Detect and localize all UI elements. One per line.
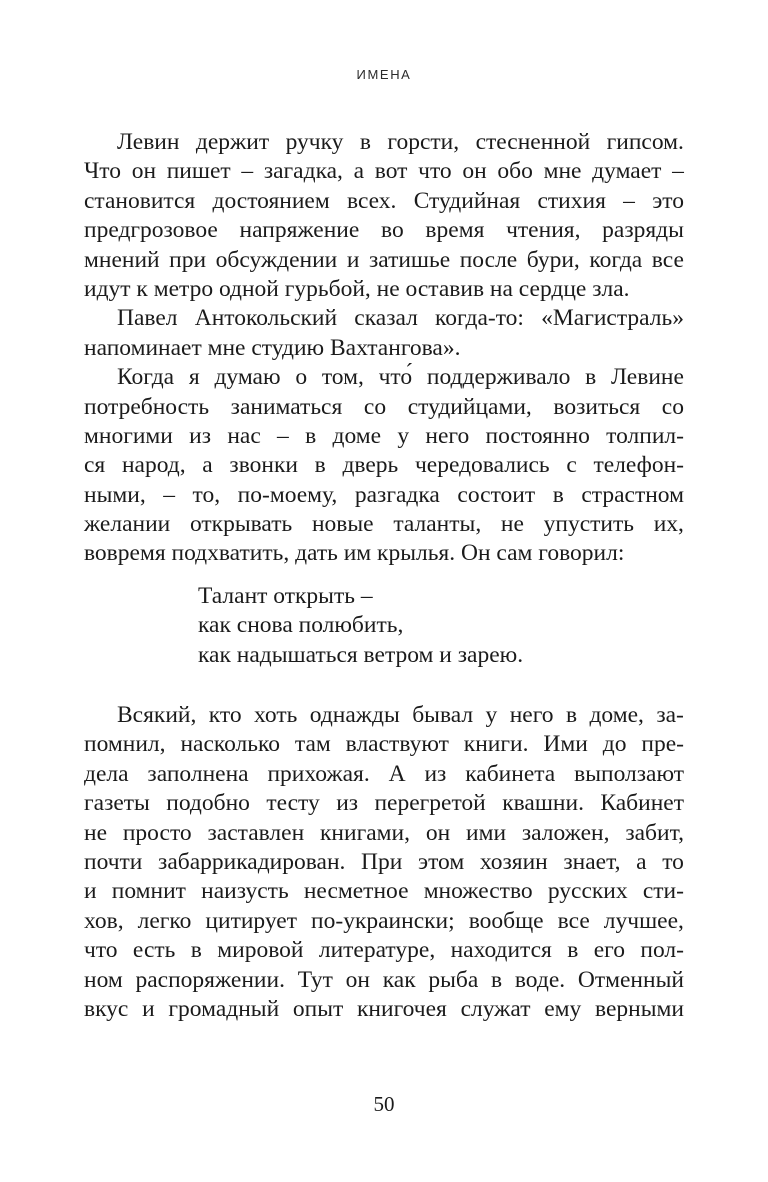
word: в	[305, 422, 317, 449]
word: это	[652, 187, 684, 214]
word: Когда	[117, 364, 175, 391]
word: и	[84, 878, 97, 905]
word: время	[425, 217, 485, 244]
word: распоряжении.	[135, 966, 285, 993]
word: загадка,	[263, 158, 343, 185]
word: прихожая.	[267, 760, 370, 787]
text-line	[84, 246, 684, 275]
word: разряды	[602, 217, 684, 244]
word: в	[552, 481, 564, 508]
word: пре-	[641, 731, 684, 758]
word: держит	[195, 129, 270, 155]
word: помнил,	[84, 731, 166, 758]
text-line	[84, 216, 684, 245]
word: в	[565, 702, 578, 729]
word: властвуют	[345, 731, 449, 758]
word: книгочея	[357, 995, 447, 1022]
word: думаю	[214, 364, 281, 391]
word: лучшее,	[603, 907, 684, 934]
word: громадный	[168, 995, 280, 1022]
word: дверь	[342, 452, 399, 479]
word: наизусть	[201, 878, 289, 905]
word: то,	[192, 481, 221, 508]
text-line	[84, 422, 684, 451]
word: он	[131, 158, 157, 185]
word: затишье	[368, 246, 451, 273]
word: разгадка	[354, 481, 440, 508]
word: всех.	[347, 187, 397, 214]
word: при	[169, 246, 207, 273]
word: ему	[544, 995, 582, 1022]
word: кто	[208, 702, 242, 729]
word: сказал	[354, 305, 418, 332]
word: он	[462, 158, 487, 185]
word: по-моему,	[237, 481, 338, 508]
paragraph	[84, 128, 684, 304]
text-line	[84, 510, 684, 539]
word: мнений	[84, 246, 160, 273]
word: он	[425, 819, 451, 846]
word: желании	[84, 511, 171, 538]
word: –	[277, 422, 289, 449]
word: становится	[84, 187, 196, 214]
word: все	[651, 246, 684, 273]
text-line	[84, 701, 684, 730]
word: нас	[227, 422, 261, 449]
text-line	[84, 877, 684, 906]
word: думает	[592, 158, 662, 185]
text-line	[84, 363, 684, 392]
text-line	[84, 995, 684, 1024]
word: хозяин	[479, 848, 548, 875]
word: стесненной	[475, 129, 591, 155]
verse-block	[198, 582, 684, 670]
text-line	[84, 966, 684, 995]
word: том,	[321, 364, 364, 391]
word: опыт	[292, 995, 344, 1022]
word: звонки	[229, 452, 298, 479]
word: него	[425, 422, 470, 449]
word: заставлен	[207, 819, 305, 846]
word: напряжение	[239, 217, 360, 244]
word: воде.	[514, 966, 566, 993]
text-line	[84, 304, 684, 333]
word: подобно	[166, 790, 250, 817]
word: когда	[589, 246, 643, 273]
word: почти	[84, 848, 143, 875]
word: толпил-	[606, 422, 684, 449]
word: по-украински;	[311, 907, 455, 934]
word: в	[491, 966, 503, 993]
text-line	[84, 848, 684, 877]
word: знает,	[563, 848, 621, 875]
word: множество	[423, 878, 533, 905]
word: Левине	[611, 364, 684, 391]
word: горсти,	[387, 129, 460, 155]
word: забит,	[625, 819, 684, 846]
word: помнит	[111, 878, 186, 905]
word: Кабинет	[600, 790, 684, 817]
word: Ими	[543, 731, 588, 758]
word: пол-	[640, 937, 684, 964]
word: бури,	[526, 246, 580, 273]
word: в	[359, 129, 371, 155]
word: их,	[653, 511, 684, 538]
word: в	[585, 364, 597, 391]
word: постоянно	[485, 422, 590, 449]
word: телефон-	[593, 452, 684, 479]
text-line	[84, 393, 684, 422]
text-block	[84, 128, 684, 1024]
word: мировой	[217, 937, 304, 964]
word: в	[190, 937, 202, 964]
word: книги.	[463, 731, 529, 758]
word: выползают	[574, 760, 684, 787]
word: чтения,	[506, 217, 581, 244]
text-line	[84, 481, 684, 510]
word: Студийная	[413, 187, 521, 214]
word: до	[602, 731, 627, 758]
text-line: идут к метро одной гурьбой, не оставив на сердце зла.	[84, 275, 630, 302]
word: верными	[595, 995, 684, 1022]
word: он	[345, 966, 370, 993]
word: этом	[418, 848, 465, 875]
word: я	[188, 364, 200, 391]
word: квашни.	[502, 790, 584, 817]
page-number: 50	[373, 1092, 395, 1116]
word: то	[662, 848, 684, 875]
text-line	[84, 451, 684, 480]
word: литературе,	[318, 937, 436, 964]
word: служат	[460, 995, 531, 1022]
word: просто	[122, 819, 192, 846]
word: упустить	[543, 511, 634, 538]
word: цитирует	[205, 907, 298, 934]
word: обо	[497, 158, 533, 185]
word: Тут	[297, 966, 333, 993]
word: из	[336, 790, 359, 817]
text-line	[84, 157, 684, 186]
word: состоит	[457, 481, 536, 508]
word: стихия	[537, 187, 606, 214]
word: ном	[84, 966, 123, 993]
word: открывать	[189, 511, 293, 538]
word: не	[500, 511, 524, 538]
word: многими	[84, 422, 173, 449]
word: доме,	[589, 702, 644, 729]
word: чередовались	[414, 452, 550, 479]
word: насколько	[180, 731, 280, 758]
text-line	[84, 760, 684, 789]
word: что	[418, 158, 452, 185]
word: со	[661, 393, 684, 420]
word: предгрозовое	[84, 217, 218, 244]
word: а	[353, 158, 365, 185]
word: не	[84, 819, 108, 846]
word: ими	[466, 819, 507, 846]
paragraph	[84, 701, 684, 1024]
word: когда-то:	[435, 305, 524, 332]
word: «Магистраль»	[541, 305, 684, 332]
word: него	[509, 702, 554, 729]
text-line	[84, 819, 684, 848]
word: Отменный	[577, 966, 684, 993]
word: вообще	[468, 907, 544, 934]
word: заложен,	[521, 819, 610, 846]
word: находится	[450, 937, 552, 964]
word: и	[142, 995, 155, 1022]
word: –	[241, 158, 254, 185]
word: доме	[332, 422, 382, 449]
word: забаррикадирован.	[158, 848, 346, 875]
word: При	[361, 848, 403, 875]
word: есть	[132, 937, 176, 964]
word: заниматься	[230, 393, 343, 420]
word: обсуждении	[215, 246, 338, 273]
word: –	[623, 187, 635, 214]
word: достоянием	[212, 187, 330, 214]
word: Антокольский	[194, 305, 338, 332]
word: потребность	[84, 393, 210, 420]
word: со	[363, 393, 387, 420]
word: в	[314, 452, 326, 479]
text-line: Талант открыть –	[198, 582, 373, 609]
running-header: ИМЕНА	[356, 67, 412, 82]
word: страстном	[581, 481, 684, 508]
word: –	[163, 481, 175, 508]
word: а	[202, 452, 213, 479]
word: в	[567, 937, 579, 964]
word: Павел	[117, 305, 178, 332]
word: и	[346, 246, 360, 273]
paragraph	[84, 363, 684, 569]
word: возиться	[553, 393, 641, 420]
word: рыба	[428, 966, 479, 993]
paragraph	[84, 304, 684, 363]
word: вкус	[84, 995, 129, 1022]
word: из	[189, 422, 212, 449]
word: о	[295, 364, 308, 391]
word: хов,	[84, 907, 124, 934]
word: у	[397, 422, 410, 449]
text-line	[84, 187, 684, 216]
word: Всякий,	[117, 702, 197, 729]
text-line	[84, 128, 684, 157]
word: пишет	[166, 158, 231, 185]
word: все	[557, 907, 590, 934]
word: заполнена	[147, 760, 249, 787]
word: –	[672, 158, 684, 185]
word: легко	[137, 907, 192, 934]
word: его	[593, 937, 625, 964]
word: газеты	[84, 790, 150, 817]
text-line: вовремя подхватить, дать им крылья. Он сам говорил:	[84, 540, 625, 567]
word: гипсом.	[606, 129, 684, 155]
word: перегретой	[374, 790, 486, 817]
text-line	[84, 730, 684, 759]
word: несметное	[303, 878, 409, 905]
word: народ,	[121, 452, 186, 479]
word: русских	[547, 878, 628, 905]
word: Левин	[117, 129, 180, 155]
word: за-	[656, 702, 684, 729]
word: бывал	[412, 702, 474, 729]
word: вот	[374, 158, 408, 185]
word: дела	[84, 760, 129, 787]
word: однажды	[309, 702, 400, 729]
word: Что	[84, 158, 121, 185]
text-line	[84, 789, 684, 818]
word: что	[84, 937, 118, 964]
text-line: как снова полюбить,	[198, 612, 404, 639]
word: как	[382, 966, 416, 993]
text-line	[84, 936, 684, 965]
text-line: как надышаться ветром и зарею.	[198, 641, 524, 668]
word: а	[636, 848, 647, 875]
word: таланты,	[393, 511, 482, 538]
word: ными,	[84, 481, 146, 508]
word: во	[381, 217, 404, 244]
word: там	[294, 731, 331, 758]
word: что́	[378, 364, 413, 391]
word: у	[485, 702, 498, 729]
word: А	[388, 760, 406, 787]
word: после	[459, 246, 518, 273]
word: из	[424, 760, 447, 787]
word: новые	[311, 511, 374, 538]
word: кабинета	[465, 760, 556, 787]
text-line	[84, 907, 684, 936]
word: ручку	[285, 129, 344, 155]
word: книгами,	[320, 819, 410, 846]
text-line: напоминает мне студию Вахтангова».	[84, 334, 461, 361]
word: поддерживало	[426, 364, 571, 391]
word: тесту	[266, 790, 320, 817]
word: с	[566, 452, 577, 479]
word: ся	[84, 452, 106, 479]
word: студийцами,	[407, 393, 532, 420]
word: хоть	[254, 702, 298, 729]
word: мне	[543, 158, 582, 185]
word: сти-	[642, 878, 684, 905]
